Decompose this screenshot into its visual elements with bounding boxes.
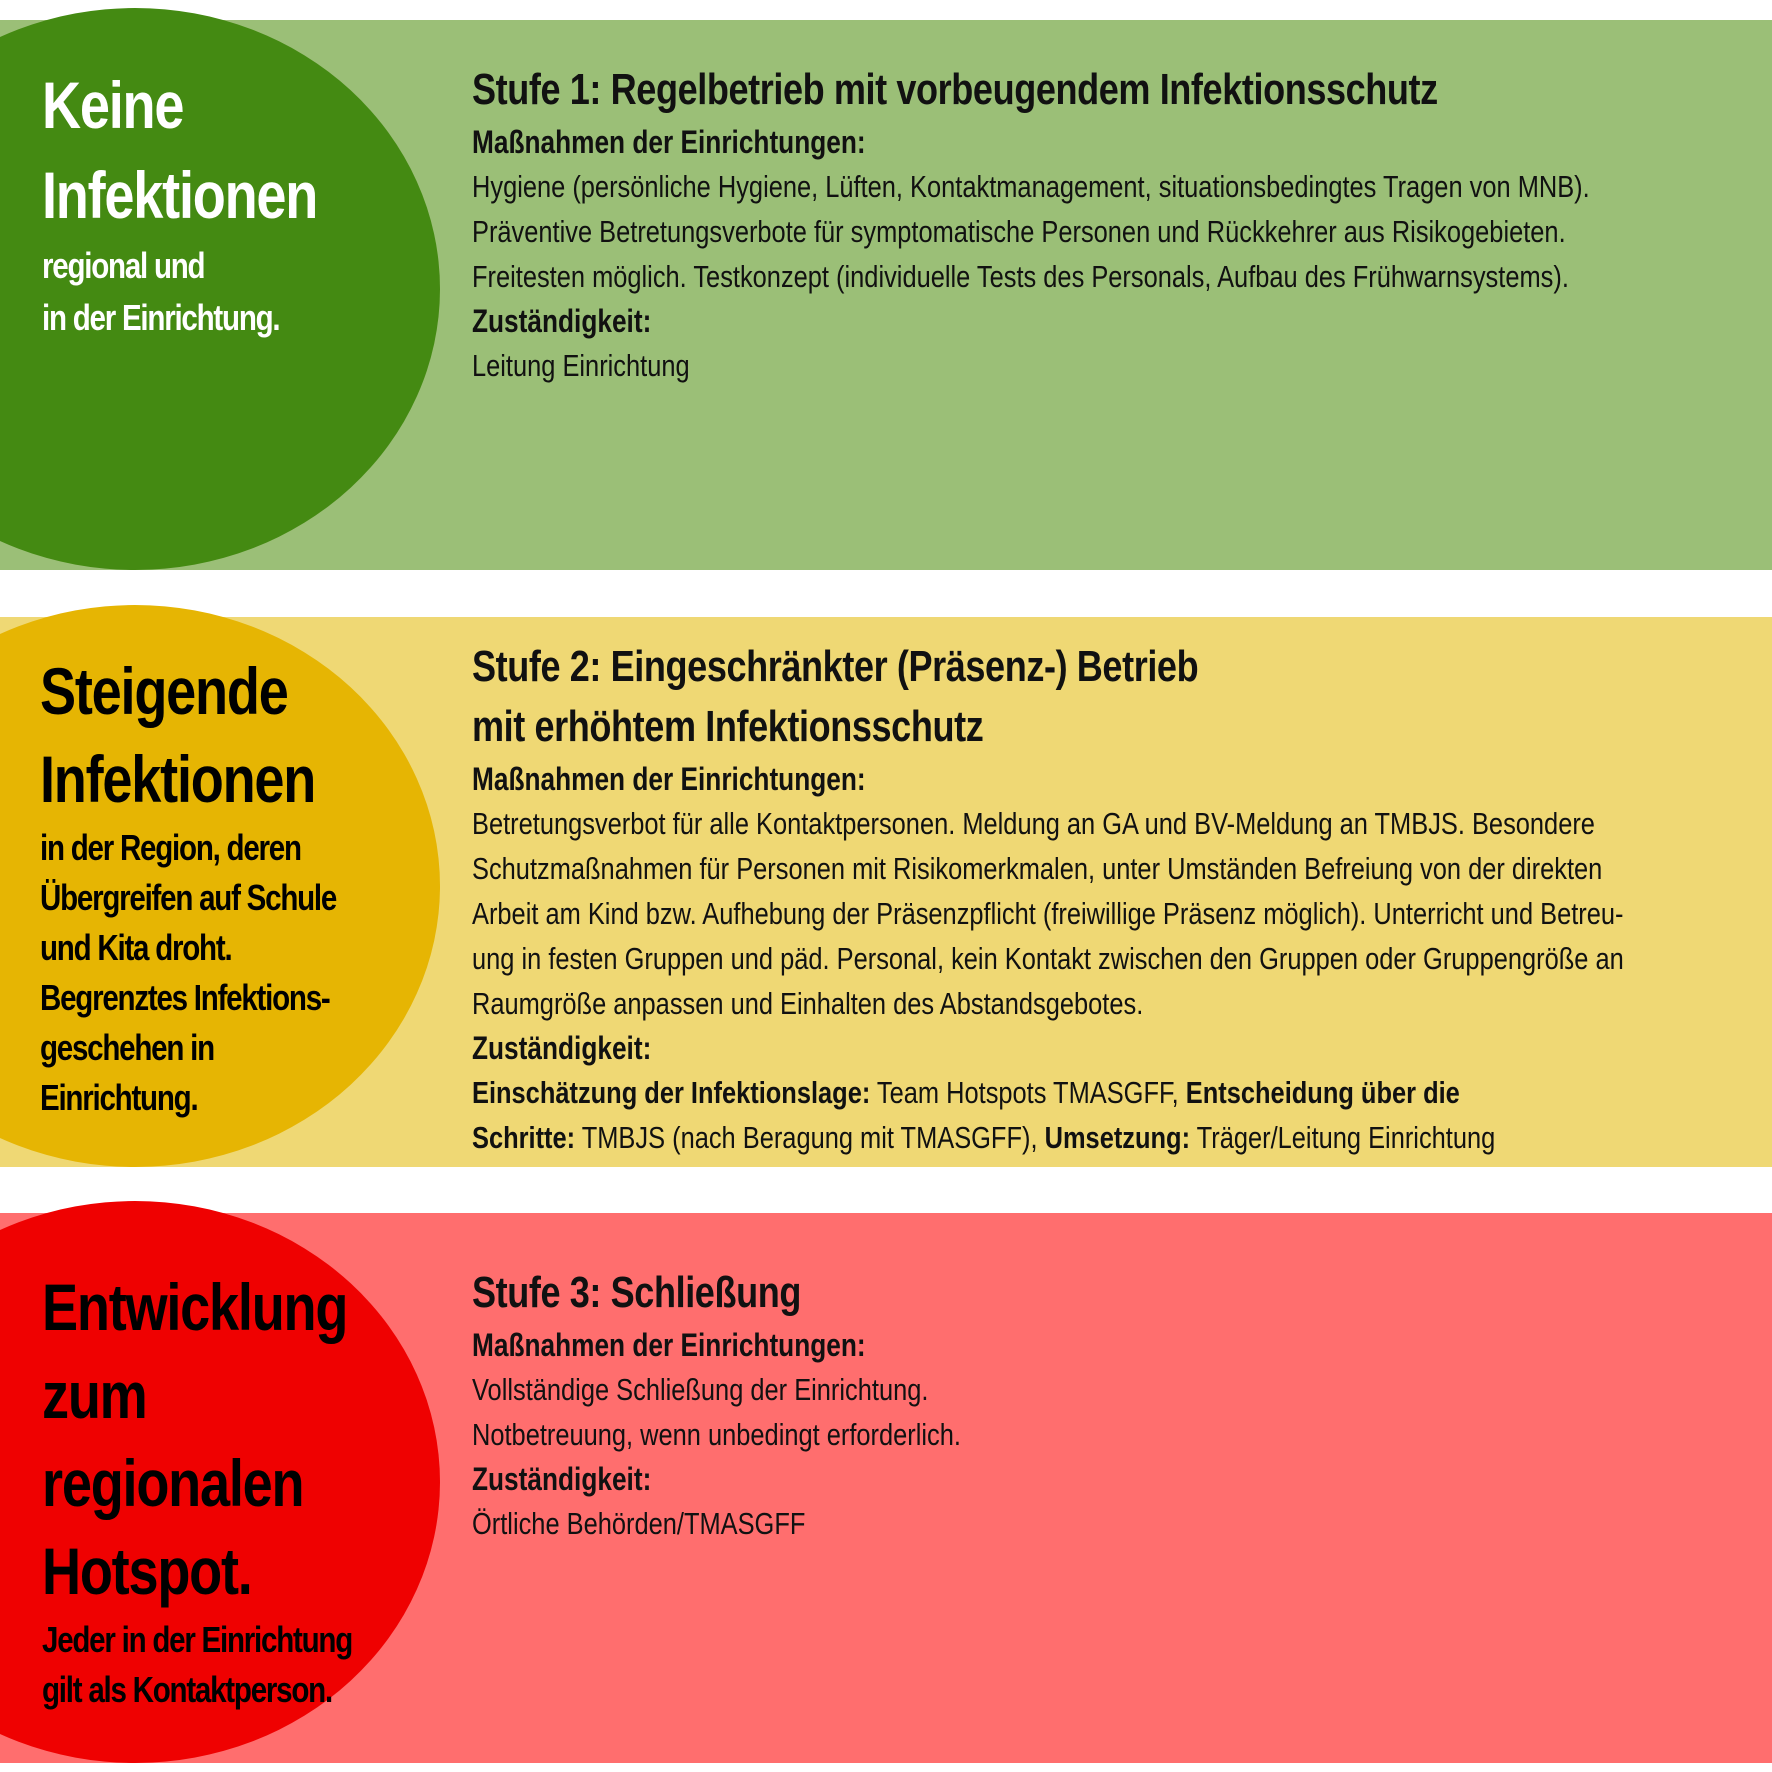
stage-1-measure-line: Freitesten möglich. Testkonzept (individuelle Tests des Personals, Aufbau des Frühwarnsystems). — [472, 259, 1569, 294]
stage-1-circle-text — [42, 60, 354, 344]
stage-3-title: Stufe 3: Schließung — [472, 1268, 801, 1317]
stage-2-heading-line: Steigende — [40, 654, 288, 728]
stage-1-content — [472, 60, 1743, 388]
stage-1-measures-label: Maßnahmen der Einrichtungen: — [472, 124, 866, 160]
stage-3-content — [472, 1263, 1743, 1546]
stage-2-measure-line: Betretungsverbot für alle Kontaktpersonen. Meldung an GA und BV-Meldung an TMBJS. Besondere — [472, 806, 1595, 841]
stage-2-sub-line: Übergreifen auf Schule — [40, 877, 337, 918]
stage-2-measure-line: Raumgröße anpassen und Einhalten des Abstandsgebotes. — [472, 986, 1144, 1021]
stage-2-sub-line: und Kita droht. — [40, 927, 232, 968]
entscheidung-label: Entscheidung über die — [1185, 1075, 1460, 1110]
stage-2-content — [472, 637, 1743, 1160]
stage-1-title: Stufe 1: Regelbetrieb mit vorbeugendem Infektionsschutz — [472, 65, 1438, 114]
stage-3-heading-line: Hotspot. — [42, 1534, 252, 1608]
lage-label: Einschätzung der Infektionslage: — [472, 1075, 871, 1110]
stage-2-circle-text — [40, 647, 352, 1123]
stage-3-responsibility-label: Zuständigkeit: — [472, 1461, 652, 1497]
stage-2-responsibility-line — [472, 1115, 1743, 1160]
umsetzung-text: Träger/Leitung Einrichtung — [1190, 1120, 1496, 1155]
stage-1-responsibility-label: Zuständigkeit: — [472, 303, 652, 339]
entscheidung-text: TMBJS (nach Beragung mit TMASGFF), — [575, 1120, 1045, 1155]
stage-2-sub-line: geschehen in — [40, 1027, 214, 1068]
stage-2-sub-line: Begrenztes Infektions- — [40, 977, 330, 1018]
stage-1-measure-line: Präventive Betretungsverbote für symptomatische Personen und Rückkehrer aus Risikogebieten. — [472, 214, 1566, 249]
stage-3-heading-line: Entwicklung — [42, 1270, 348, 1344]
stage-2-responsibility-line — [472, 1070, 1743, 1115]
stage-3-sub-line: Jeder in der Einrichtung — [42, 1619, 353, 1660]
stage-2-panel — [0, 617, 1772, 1167]
stage-1-panel — [0, 20, 1772, 570]
stage-2-measure-line: Arbeit am Kind bzw. Aufhebung der Präsenzpflicht (freiwillige Präsenz möglich). Unterricht und Betreu- — [472, 896, 1624, 931]
stage-2-measure-line: ung in festen Gruppen und päd. Personal, kein Kontakt zwischen den Gruppen oder Gruppengröße an — [472, 941, 1624, 976]
stage-1-heading-line: Keine — [42, 68, 184, 142]
stage-2-sub-line: in der Region, deren — [40, 827, 301, 868]
stage-3-circle-text — [42, 1263, 354, 1715]
stage-2-title-line: mit erhöhtem Infektionsschutz — [472, 702, 984, 751]
stage-3-measure-line: Notbetreuung, wenn unbedingt erforderlich. — [472, 1417, 961, 1452]
stage-2-measure-line: Schutzmaßnahmen für Personen mit Risikomerkmalen, unter Umständen Befreiung von der direkten — [472, 851, 1603, 886]
lage-text: Team Hotspots TMASGFF, — [870, 1075, 1186, 1110]
stage-1-sub-line: regional und — [42, 245, 205, 286]
stage-3-measures-label: Maßnahmen der Einrichtungen: — [472, 1327, 866, 1363]
schritte-label: Schritte: — [472, 1120, 576, 1155]
stage-3-panel — [0, 1213, 1772, 1763]
stage-3-heading-line: zum regionalen — [42, 1358, 304, 1520]
stage-2-heading-line: Infektionen — [40, 742, 316, 816]
stage-2-sub-line: Einrichtung. — [40, 1077, 198, 1118]
stage-1-responsibility-text: Leitung Einrichtung — [472, 348, 690, 383]
stage-1-heading-line: Infektionen — [42, 158, 318, 232]
stage-3-measure-line: Vollständige Schließung der Einrichtung. — [472, 1372, 929, 1407]
stage-3-sub-line: gilt als Kontaktperson. — [42, 1669, 332, 1710]
umsetzung-label: Umsetzung: — [1044, 1120, 1191, 1155]
stage-1-sub-line: in der Einrichtung. — [42, 297, 280, 338]
stage-2-measures-label: Maßnahmen der Einrichtungen: — [472, 761, 866, 797]
stage-1-measure-line: Hygiene (persönliche Hygiene, Lüften, Kontaktmanagement, situationsbedingtes Tragen von MNB). — [472, 169, 1590, 204]
stage-3-responsibility-text: Örtliche Behörden/TMASGFF — [472, 1506, 806, 1541]
stage-2-responsibility-label: Zuständigkeit: — [472, 1030, 652, 1066]
stage-2-title-line: Stufe 2: Eingeschränkter (Präsenz-) Betrieb — [472, 642, 1199, 691]
